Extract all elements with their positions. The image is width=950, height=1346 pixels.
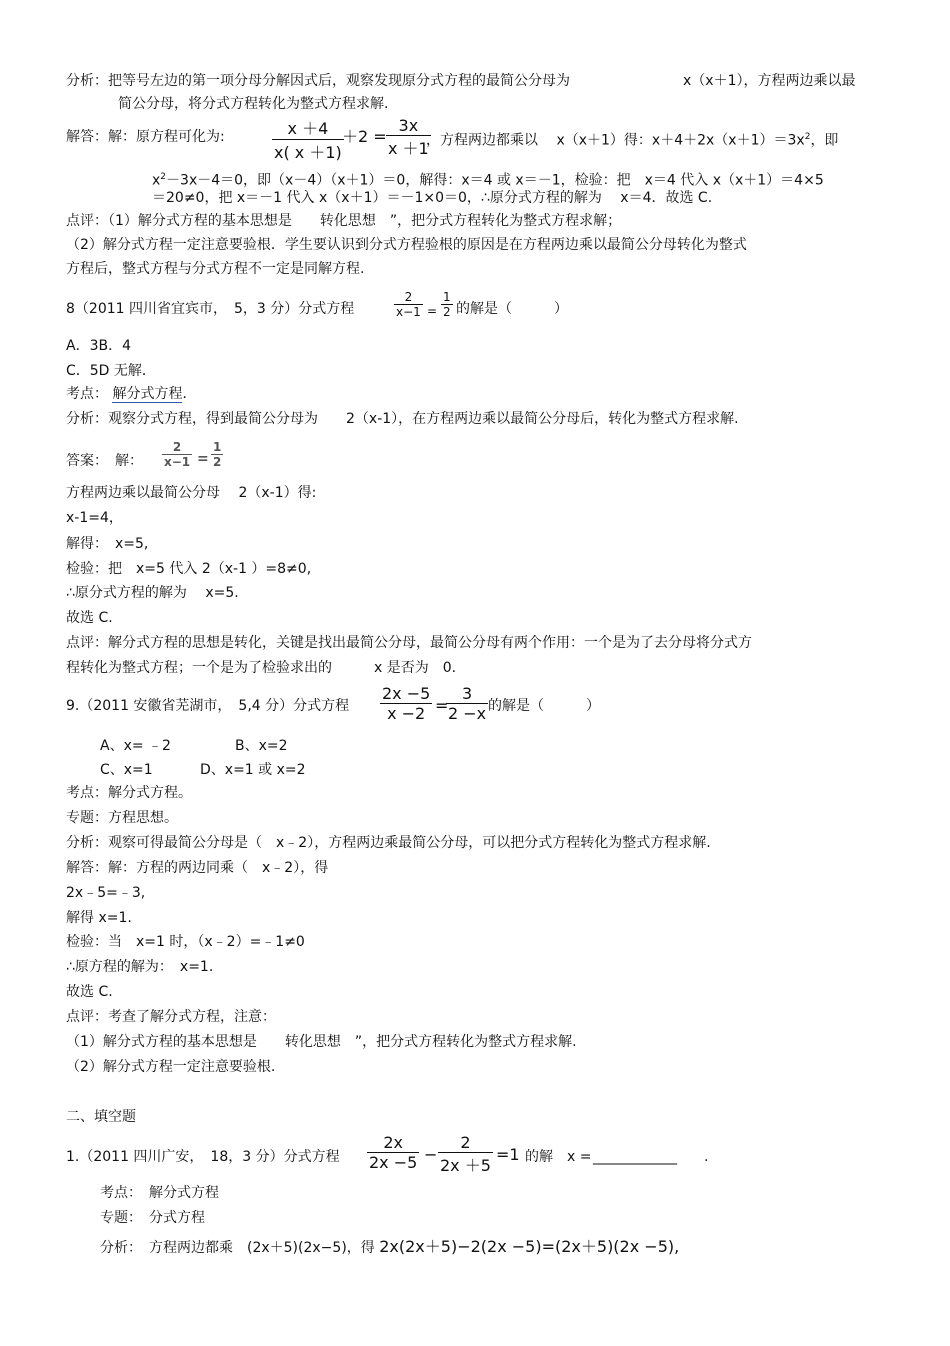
q9-option-d: D、x=1 或 x=2 <box>200 762 306 778</box>
q8-fraction-left <box>394 290 423 319</box>
s2-q1-fraction-a: $\frac{2x}{2x -5}$ <box>369 1133 418 1172</box>
q8-frac-den: x−1 <box>396 305 421 319</box>
q8-options-cd: C．5D 无解． <box>66 363 156 379</box>
q8-step-5: ∴原分式方程的解为 x=5. <box>66 585 239 601</box>
q9-equals: = <box>435 696 449 715</box>
section-heading-fill-in: 二、填空题 <box>66 1109 136 1125</box>
s2-q1-title: 1.（2011 四川广安， 18，3 分）分式方程 <box>66 1149 340 1165</box>
q9-fraction-left: $\frac{2x -5}{x -2}$ <box>382 684 431 723</box>
q8-kaodian-link: 解分式方程 <box>112 386 183 402</box>
q7-fraction-2 <box>386 116 431 159</box>
q7-comment-3: 方程后，整式方程与分式方程不一定是同解方程. <box>66 261 365 277</box>
s2-q1-analysis: 分析： 方程两边都乘 (2x＋5)(2x−5)，得 2x(2x＋5)−2(2x −5)=(2x＋5)(2x −5), <box>100 1237 680 1256</box>
q7-fraction-2-numerator: 3x <box>386 116 431 136</box>
s2-q1-kaodian: 考点： 解分式方程 <box>100 1185 219 1201</box>
q8-comment-2: 程转化为整式方程；一个是为了检验求出的 x 是否为 0. <box>66 660 457 676</box>
q9-comment-2: （2）解分式方程一定注意要验根. <box>66 1059 276 1075</box>
q9-step-4: ∴原方程的解为： x=1. <box>66 959 214 975</box>
q8-half-den: 2 <box>443 305 451 319</box>
q8-frac-num: 2 <box>394 290 423 305</box>
q7-comment-2: （2）解分式方程一定注意要验根．学生要认识到分式方程验根的原因是在方程两边乘以最简公分母转化为整式 <box>66 237 747 253</box>
q9-option-b: B、x=2 <box>235 738 288 754</box>
q7-answer-line3: ＝20≠0，把 x＝－1 代入 x（x＋1）＝－1×0＝0，∴原分式方程的解为 x＝4．故选 C. <box>152 190 713 206</box>
q9-analysis: 分析：观察可得最简公分母是（ x﹣2），方程两边乘最简公分母，可以把分式方程转化为整式方程求解. <box>66 835 711 851</box>
s2-q1-end: . <box>704 1149 709 1165</box>
q9-step-5: 故选 C. <box>66 984 113 1000</box>
q7-fraction-1-numerator: x ＋4 <box>272 116 344 140</box>
q7-answer-prefix: 解答：解：原方程可化为: <box>66 129 225 145</box>
q9-option-a: A、x= ﹣2 <box>100 738 171 754</box>
s2-q1-answer-blank[interactable]: ____________ <box>593 1149 677 1165</box>
q9-title-suffix: 的解是（ ） <box>488 698 600 714</box>
q9-step-2: 解得 x=1. <box>66 910 132 926</box>
q9-zhuanti: 专题：方程思想。 <box>66 810 178 826</box>
s2-q1-analysis-expression: 2x(2x＋5)−2(2x −5)=(2x＋5)(2x −5), <box>379 1237 680 1256</box>
q9-step-3: 检验：当 x=1 时，（x﹣2）=﹣1≠0 <box>66 934 305 950</box>
q7-fraction-2-denominator: x ＋1 <box>388 139 429 158</box>
q7-answer-rest: ，方程两边都乘以 x（x＋1）得：$x+4+2x(x+1)=3x^2$，即 <box>426 132 839 149</box>
q9-option-c: C、x=1 <box>100 762 153 778</box>
q7-fraction-1-denominator: x( x ＋1) <box>274 143 342 162</box>
q8-title-suffix: 的解是（ ） <box>456 301 568 317</box>
q8-kaodian: 考点： 解分式方程． <box>66 386 197 402</box>
q8-analysis: 分析：观察分式方程，得到最简公分母为 2（x-1），在方程两边乘以最简公分母后，转化为整式方程求解. <box>66 411 739 427</box>
q8-title: 8（2011 四川省宜宾市， 5，3 分）分式方程 <box>66 301 355 317</box>
q8-comment-1: 点评：解分式方程的思想是转化，关键是找出最简公分母，最简公分母有两个作用：一个是为了去分母将分式方 <box>66 635 752 651</box>
s2-q1-minus: − <box>424 1145 438 1164</box>
q7-analysis-line2: 简公分母，将分式方程转化为整式方程求解. <box>118 96 389 112</box>
q7-analysis-line1b: x（x＋1），方程两边乘以最 <box>683 73 856 89</box>
s2-q1-zhuanti: 专题： 分式方程 <box>100 1210 205 1226</box>
q9-fraction-right: $\frac{3}{2 -x}$ <box>448 684 487 723</box>
q9-kaodian: 考点：解分式方程。 <box>66 785 192 801</box>
s2-q1-fraction-b: $\frac{2}{2x +5}$ <box>440 1133 491 1175</box>
q8-answer-label: 答案： 解： <box>66 453 143 469</box>
q9-comment-1: （1）解分式方程的基本思想是 转化思想 ”，把分式方程转化为整式方程求解. <box>66 1034 577 1050</box>
q9-title: 9.（2011 安徽省芜湖市， 5,4 分）分式方程 <box>66 698 350 714</box>
q9-step-1: 2x﹣5=﹣3, <box>66 885 146 901</box>
s2-q1-equals-one: =1 <box>496 1145 520 1164</box>
q8-answer-image-half: $\frac{1}{2}$ <box>213 440 222 469</box>
s2-q1-suffix: 的解 x = <box>525 1149 592 1165</box>
q8-half-num: 1 <box>443 290 451 304</box>
q8-options-ab: A．3B．4 <box>66 338 131 354</box>
q7-fraction-1 <box>272 116 344 163</box>
q7-plus-two: ＋2 = <box>342 127 387 146</box>
q8-step-4: 检验：把 x=5 代入 2（x-1 ）=8≠0, <box>66 561 312 577</box>
q8-step-2: x-1=4， <box>66 510 123 526</box>
q8-equals: = <box>427 304 438 318</box>
q8-step-6: 故选 C. <box>66 610 113 626</box>
q9-answer: 解答：解：方程的两边同乘（ x﹣2），得 <box>66 860 329 876</box>
q8-step-1: 方程两边乘以最简公分母 2（x-1）得: <box>66 485 317 501</box>
q8-fraction-right <box>441 290 453 319</box>
q8-answer-image-eq: = <box>197 451 209 467</box>
q8-answer-image-fraction: $\frac{2}{x-1}$ <box>164 440 191 469</box>
q8-step-3: 解得： x=5, <box>66 536 149 552</box>
q7-comment-1: 点评：（1）解分式方程的基本思想是 转化思想 ”，把分式方程转化为整式方程求解； <box>66 213 622 229</box>
q7-answer-line2: $x^2-3x-4=0$，即（x－4）（x＋1）＝0，解得：x＝4 或 x＝－1，检验：把 x＝4 代入 x（x＋1）＝4×5 <box>152 172 824 189</box>
q9-comment-0: 点评：考查了解分式方程，注意： <box>66 1009 276 1025</box>
q7-analysis-line1: 分析：把等号左边的第一项分母分解因式后，观察发现原分式方程的最简公分母为 <box>66 73 570 89</box>
